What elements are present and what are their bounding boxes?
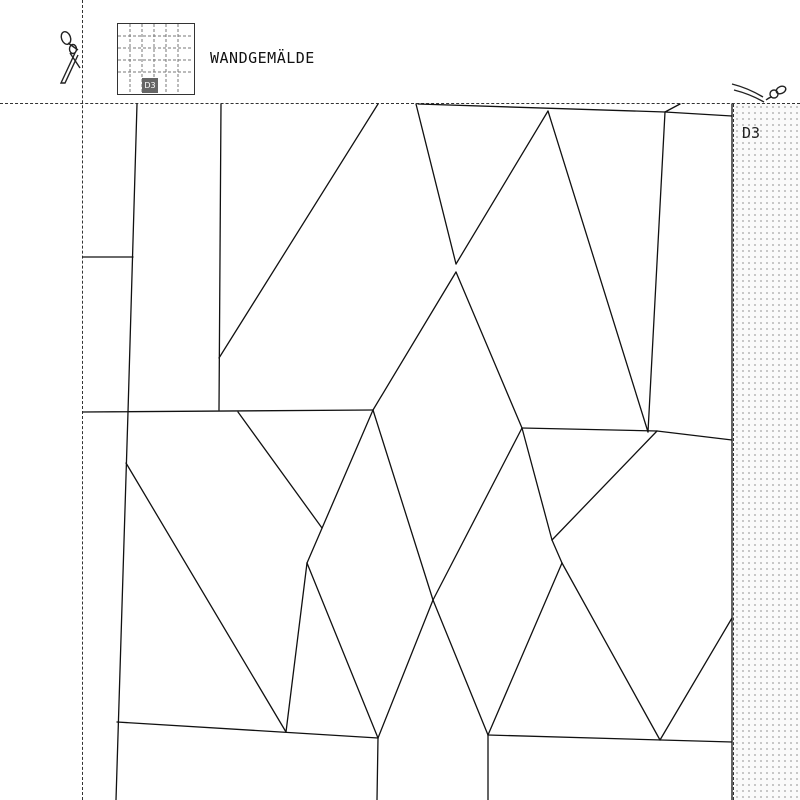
tile-code-label: D3 [742, 124, 761, 142]
thumbnail-tile-badge: D3 [142, 78, 158, 93]
page-title: WANDGEMÄLDE [210, 49, 315, 67]
